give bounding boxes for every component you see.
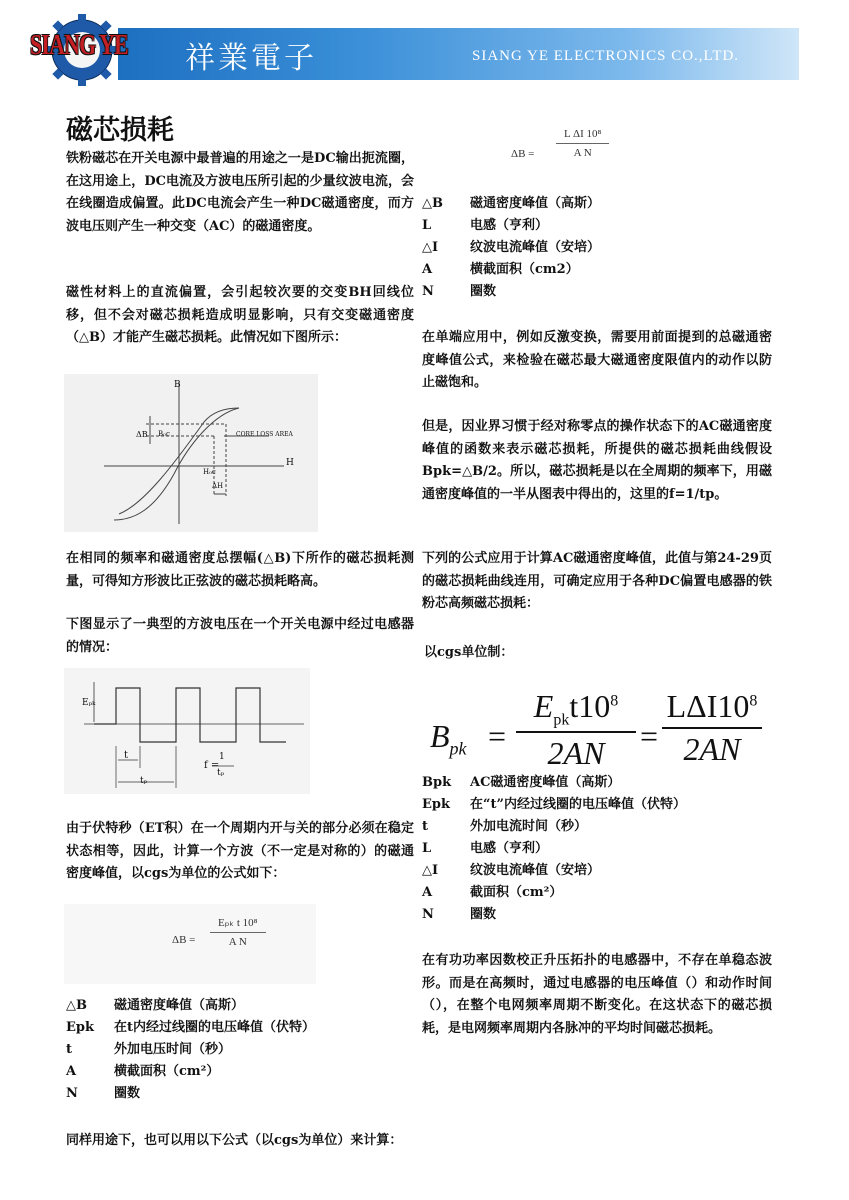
fraction-1 — [516, 688, 636, 772]
fraction-1-den: 2AN — [547, 735, 605, 772]
fraction-2-num: $L\Delta I10^8$ — [662, 688, 762, 729]
left-para-1: 铁粉磁芯在开关电源中最普遍的用途之一是DC输出扼流圈，在这用途上，DC电流及方波电压所引起的少量纹波电流，会在线圈造成偏置。此DC电流会产生一种DC磁通密度，而方波电压则产生一种交变（AC）的磁通密度。 — [66, 151, 414, 234]
right-definitions-2 — [422, 772, 686, 926]
units-note: 以cgs单位制： — [424, 645, 514, 660]
brand-name-cn: 祥業電子 — [185, 41, 317, 76]
right-para-1: 在单端应用中，例如反激变换，需要用前面提到的总磁通密度峰值公式，来检验在磁芯最大磁通密度限值内的动作以防止磁饱和。 — [422, 330, 772, 390]
def-row: △I 纹波电流峰值（安培） — [422, 240, 601, 255]
def-row: Bpk AC磁通密度峰值（高斯） — [422, 775, 621, 790]
def-row: △I 纹波电流峰值（安培） — [422, 863, 601, 878]
def-row: △B 磁通密度峰值（高斯） — [422, 196, 601, 211]
def-row: t 外加电流时间（秒） — [422, 819, 588, 834]
def-row: N 圈数 — [66, 1086, 141, 1101]
freq-num: 1 — [219, 752, 225, 762]
formula-2-num: L ΔI 10⁸ — [556, 128, 609, 144]
formula-1-fraction — [210, 916, 266, 948]
right-para-2: 但是，因业界习惯于经对称零点的操作状态下的AC磁通密度峰值的函数来表示磁芯损耗，所提供的磁芯损耗曲线假设Bpk=△B/2。所以，磁芯损耗是以在全周期的频率下，用磁通密度峰值的一半从图表中得出的，这里的f=1/tp。 — [422, 419, 772, 502]
left-para-6: 同样用途下，也可以用以下公式（以cgs为单位）来计算： — [66, 1133, 403, 1148]
tp-label: tₚ — [140, 776, 148, 786]
epk-label: Eₚₖ — [82, 698, 96, 708]
equals-sign-2: = — [640, 718, 659, 754]
freq-label: f = — [204, 760, 220, 771]
bpk-formula — [426, 688, 758, 772]
def-row: L 电感（亨利） — [422, 218, 549, 233]
square-wave-figure — [64, 668, 310, 794]
square-wave-diagram — [64, 668, 310, 794]
formula-2-fraction — [556, 128, 609, 159]
bh-loop-diagram — [64, 374, 318, 532]
formula-2-den: A N — [573, 147, 592, 159]
formula-1-num: Eₚₖ t 10⁸ — [210, 916, 266, 933]
def-row: L 电感（亨利） — [422, 841, 549, 856]
right-definitions-1 — [422, 193, 600, 303]
page-title: 磁芯损耗 — [66, 115, 174, 146]
delta-h-label: ΔH — [212, 482, 224, 490]
axis-b-label: B — [174, 380, 181, 390]
bac-label: B₀c — [158, 430, 170, 438]
def-row: Epk 在t内经过线圈的电压峰值（伏特） — [66, 1020, 316, 1035]
bh-loop-figure — [64, 374, 318, 532]
def-row: N 圈数 — [422, 284, 497, 299]
left-para-5: 由于伏特秒（ET积）在一个周期内开与关的部分必须在稳定状态相等，因此，计算一个方波（不一定是对称的）的磁通密度峰值，以cgs为单位的公式如下： — [66, 821, 414, 881]
def-row: t 外加电压时间（秒） — [66, 1042, 232, 1057]
hdc-label: H₀c — [203, 468, 216, 476]
delta-b-label: ΔB — [136, 430, 148, 439]
left-definitions — [66, 995, 315, 1105]
formula-1-lhs: ΔB = — [172, 934, 196, 946]
fraction-2 — [662, 688, 762, 768]
brand-name-en: SIANG YE ELECTRONICS CO.,LTD. — [472, 48, 740, 64]
formula-1-den: A N — [228, 936, 247, 948]
axis-h-label: H — [286, 458, 294, 468]
core-loss-label: CORE LOSS AREA — [236, 431, 293, 438]
fraction-2-den: 2AN — [683, 731, 741, 767]
formula-2-lhs: ΔB = — [511, 148, 535, 160]
def-row: △B 磁通密度峰值（高斯） — [66, 998, 245, 1013]
def-row: N 圈数 — [422, 907, 497, 922]
def-row: Epk 在“t”内经过线圈的电压峰值（伏特） — [422, 797, 686, 812]
left-para-3: 在相同的频率和磁通密度总摆幅(△B)下所作的磁芯损耗测量，可得知方形波比正弦波的磁芯损耗略高。 — [66, 551, 414, 589]
bpk-lhs: $B_{pk}$ — [430, 718, 467, 759]
def-row: A 截面积（cm²） — [422, 885, 563, 900]
left-para-2: 磁性材料上的直流偏置，会引起较次要的交变BH回线位移，但不会对磁芯损耗造成明显影响，只有交变磁通密度（△B）才能产生磁芯损耗。此情况如下图所示： — [66, 285, 414, 345]
freq-den: tₚ — [217, 768, 225, 778]
def-row: A 横截面积（cm²） — [66, 1064, 220, 1079]
fraction-1-num: $E_{pk}t10^8$ — [516, 688, 636, 733]
logo-text: SIANG YE — [30, 30, 128, 61]
def-row: A 横截面积（cm2） — [422, 262, 579, 277]
left-para-4: 下图显示了一典型的方波电压在一个开关电源中经过电感器的情况： — [66, 617, 414, 655]
right-para-3: 下列的公式应用于计算AC磁通密度峰值，此值与第24-29页的磁芯损耗曲线连用，可确定应用于各种DC偏置电感器的铁粉芯高频磁芯损耗： — [422, 551, 772, 611]
t-label: t — [124, 750, 129, 761]
equals-sign-1: = — [488, 718, 507, 754]
right-para-4: 在有功功率因数校正升压拓扑的电感器中，不存在单稳态波形。而是在高频时，通过电感器的电压峰值（）和动作时间（），在整个电网频率周期不断变化。在这状态下的磁芯损耗，是电网频率周期内各脉冲的平均时间磁芯损耗。 — [422, 953, 772, 1036]
